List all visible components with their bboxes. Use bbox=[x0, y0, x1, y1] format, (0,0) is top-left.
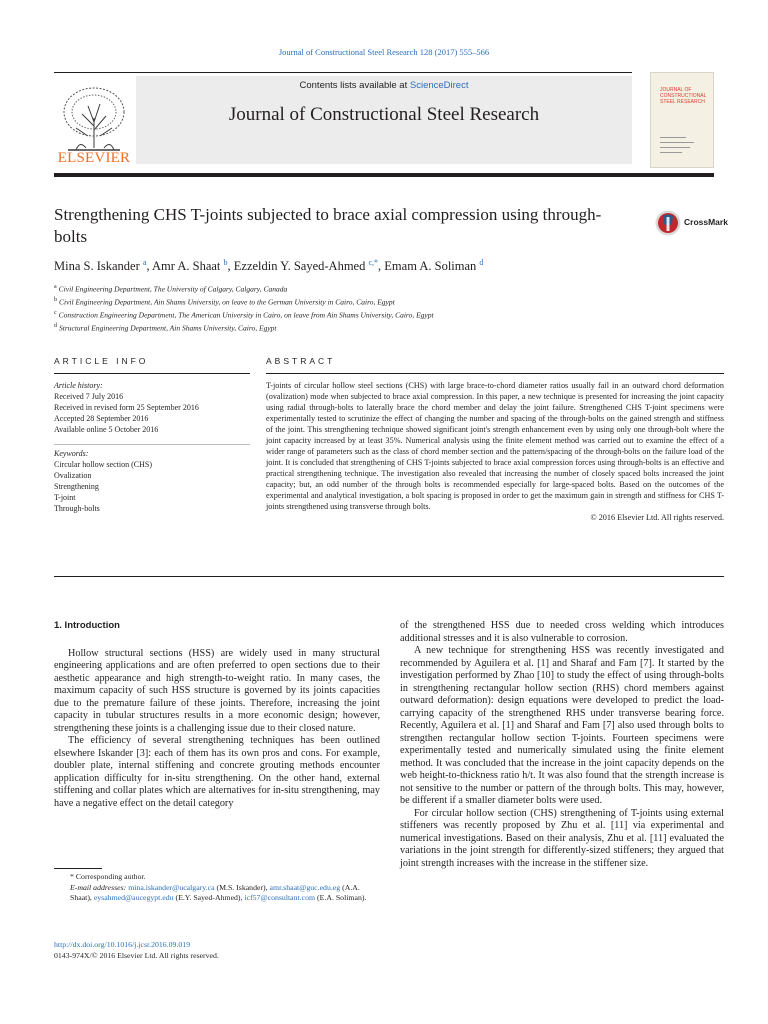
email-addresses bbox=[54, 883, 380, 904]
abstract-body bbox=[266, 380, 724, 523]
history-item: Received 7 July 2016 bbox=[54, 392, 124, 401]
history-item: Accepted 28 September 2016 bbox=[54, 414, 149, 423]
sciencedirect-link[interactable]: ScienceDirect bbox=[409, 80, 469, 91]
journal-title: Journal of Constructional Steel Research bbox=[228, 104, 540, 125]
affiliation-list bbox=[54, 282, 714, 334]
doi-link[interactable]: http://dx.doi.org/10.1016/j.jcsr.2016.09.019 bbox=[54, 940, 191, 949]
author-name[interactable]: Ezzeldin Y. Sayed-Ahmed bbox=[233, 259, 369, 274]
keyword-item: Through-bolts bbox=[54, 504, 100, 513]
author-name[interactable]: Amr A. Shaat bbox=[152, 259, 224, 274]
body-paragraph: of the strengthened HSS due to needed cross welding which introduces additional stresses and it is also vulnerable to corrosion. bbox=[400, 620, 724, 644]
author-name[interactable]: Emam A. Soliman bbox=[384, 259, 480, 274]
author-affiliation-marker[interactable]: a bbox=[142, 258, 147, 267]
abstract-paragraph: T-joints of circular hollow steel sections (CHS) with large brace-to-chord diameter ratios usually fail in an outward chord deformation (ovalization) mode when subjected to brace axial compression. In this paper, a new technique is presented for increasing the joint capacity using radial through-bolts to laterally brace the chord member and delay the joint failure. Strengthened CHS T-joint specimens were experimentally tested to scrutinize the effect of changing the number and spacing of the through-bolts on the gained strength and stiffness of the joint. This strengthening technique showed significant joint's strength enhancement even by using only one through-bolt where the joint capacity increased by at least 35%. Numerical analysis using the finite element method was carried out to examine the effect of a wider range of parameters such as the class of chord member section and the pattern/spacing of the through-bolts on the failure load of the joint. It is concluded that strengthening of CHS T-joints subjected to brace axial compression forces using through-bolts is an effective and practical strengthening technique. The investigation also revealed that increasing the number of closely spaced bolts increased the joint capacity; but, an odd number of the through bolts is recommended especially for large-spaced bolts. Based on the outcomes of the experimental and analytical investigation, a bolt spacing is proposed in order to get the maximum gain in strength and stiffness for CHS T-joints strengthened using transverse through bolts. bbox=[266, 381, 724, 511]
author-affiliation-marker[interactable]: b bbox=[223, 258, 228, 267]
email-owner: (M.S. Iskander), bbox=[214, 882, 270, 892]
elsevier-wordmark: ELSEVIER bbox=[57, 150, 131, 166]
affiliation-item bbox=[54, 321, 714, 334]
keyword-item: Circular hollow section (CHS) bbox=[54, 460, 152, 469]
author-separator: , bbox=[227, 259, 234, 274]
affiliation-item bbox=[54, 282, 714, 295]
issn-copyright: 0143-974X/© 2016 Elsevier Ltd. All rights reserved. bbox=[54, 950, 219, 960]
email-owner: (A.A. Shaat), bbox=[70, 882, 360, 902]
affiliation-text: Structural Engineering Department, Ain Shams University, Cairo, Egypt bbox=[59, 323, 277, 333]
keyword-item: Ovalization bbox=[54, 471, 92, 480]
body-left-column bbox=[54, 620, 380, 810]
contents-available-line bbox=[136, 80, 632, 91]
history-item: Received in revised form 25 September 2016 bbox=[54, 403, 199, 412]
affiliation-marker: b bbox=[54, 297, 57, 303]
body-paragraph: The efficiency of several strengthening techniques has been outlined elsewhere Iskander [3]: each of them has its own pros and cons. For example, doubler plate, internal stiffening and concrete grouting methods encounter application difficulty for in-situ strengthening. On the other hand, external stiffening and collar plates which are alternatives for in-situ strengthening, may have a negative effect on the detail category bbox=[54, 735, 380, 809]
footnotes bbox=[54, 872, 380, 904]
abstract-heading: ABSTRACT bbox=[266, 356, 336, 366]
abstract-rule bbox=[266, 373, 724, 374]
keyword-item: T-joint bbox=[54, 493, 76, 502]
body-paragraph: For circular hollow section (CHS) strengthening of T-joints using external stiffeners was recently proposed by Zhu et al. [11] via experimental and numerical investigations. Based on their analysis, Zhu et al. [11] evaluated the variations in the joint strength for differently-sized stiffeners; they argued that joint strength increases with the increase in the stiffener size. bbox=[400, 807, 724, 869]
email-link[interactable]: eysahmed@aucegypt.edu bbox=[93, 893, 174, 902]
info-divider bbox=[54, 444, 250, 445]
journal-reference-link[interactable]: Journal of Constructional Steel Research 128 (2017) 555–566 bbox=[278, 47, 490, 57]
email-link[interactable]: mina.iskander@ucalgary.ca bbox=[128, 882, 215, 892]
section-heading-introduction: 1. Introduction bbox=[54, 620, 120, 631]
affiliation-text: Construction Engineering Department, The American University in Cairo, on leave from Ain Shams University, Cairo, Egypt bbox=[58, 310, 434, 320]
cover-text-line bbox=[660, 147, 690, 148]
affiliation-marker: d bbox=[54, 323, 57, 329]
journal-cover-thumbnail[interactable] bbox=[650, 72, 714, 168]
keywords-label: Keywords: bbox=[54, 449, 89, 458]
body-paragraph: A new technique for strengthening HSS was recently investigated and recommended by Aguilera et al. [1] and Sharaf and Fam [7]. It started by the investigation performed by Zhao [10] to study the effect of using through-bolts in strengthening rectangular hollow section (RHS) chord members against outward deformation): design equations were developed to predict the load-carrying capacity of the strengthened RHS under transverse bearing force. Recently, Aguilera et al. [1] and Sharaf and Fam [7] also used through bolts to strengthen rectangular hollow section T-joints. Fourteen specimens were experimentally tested and numerically simulated using the finite element method. It was concluded that the increase in the joint capacity depends on the web height-to-thickness ratio h/t. It was also found that the strength increase is not sensitive to the number or pattern of the through bolts. This may, however, be different if a smaller diameter bolts were used. bbox=[400, 645, 724, 806]
affiliation-marker: a bbox=[54, 284, 57, 290]
affiliation-text: Civil Engineering Department, The University of Calgary, Calgary, Canada bbox=[58, 284, 288, 294]
author-affiliation-marker[interactable]: c,* bbox=[368, 258, 379, 267]
author-separator: , bbox=[378, 259, 385, 274]
header-bottom-rule bbox=[54, 173, 714, 177]
history-item: Available online 5 October 2016 bbox=[54, 425, 159, 434]
email-owner: (E.A. Soliman). bbox=[315, 893, 367, 902]
footnote-rule bbox=[54, 868, 102, 869]
affiliation-marker: c bbox=[54, 310, 57, 316]
abstract-end-rule bbox=[54, 576, 724, 577]
cover-text-line bbox=[660, 142, 694, 143]
cover-title: JOURNAL OF CONSTRUCTIONAL STEEL RESEARCH bbox=[660, 87, 707, 105]
email-link[interactable]: amr.shaat@guc.edu.eg bbox=[269, 882, 341, 892]
body-right-column bbox=[400, 620, 724, 870]
author-list bbox=[54, 258, 714, 274]
email-link[interactable]: icf57@consultant.com bbox=[244, 893, 316, 902]
affiliation-text: Civil Engineering Department, Ain Shams University, on leave to the German University in Cairo, Cairo, Egypt bbox=[59, 297, 395, 307]
abstract-copyright: © 2016 Elsevier Ltd. All rights reserved. bbox=[590, 513, 724, 522]
doi-block bbox=[54, 940, 454, 961]
contents-prefix: Contents lists available at bbox=[299, 80, 410, 91]
crossmark-icon[interactable] bbox=[655, 210, 681, 236]
cover-text-line bbox=[660, 152, 682, 153]
crossmark-label[interactable]: CrossMark bbox=[684, 217, 728, 227]
affiliation-item bbox=[54, 295, 714, 308]
article-info-rule bbox=[54, 373, 250, 374]
article-title: Strengthening CHS T-joints subjected to brace axial compression using through-bolts bbox=[54, 205, 602, 246]
keywords-block bbox=[54, 448, 250, 514]
author-name[interactable]: Mina S. Iskander bbox=[54, 259, 143, 274]
author-affiliation-marker[interactable]: d bbox=[479, 258, 484, 267]
article-history bbox=[54, 380, 250, 435]
corresponding-author-note: * Corresponding author. bbox=[70, 872, 146, 881]
email-owner: (E.Y. Sayed-Ahmed), bbox=[173, 893, 245, 902]
history-label: Article history: bbox=[54, 381, 103, 390]
affiliation-item bbox=[54, 308, 714, 321]
email-label: E-mail addresses: bbox=[70, 882, 129, 892]
keyword-item: Strengthening bbox=[54, 482, 99, 491]
cover-text-line bbox=[660, 137, 686, 138]
article-info-heading: ARTICLE INFO bbox=[54, 356, 149, 366]
body-paragraph: Hollow structural sections (HSS) are widely used in many structural engineering applications and are often preferred to open sections due to their aesthetic appearance and high strength-to-weight ratio. In many cases, the maximum capacity of such HSS structure is governed by its joints capacities due to the premature failure of these joints. Therefore, increasing the joint capacity in tubular structures results in a more economic design; however, strengthening these joints is a challenging issue due to their closed nature. bbox=[54, 647, 380, 734]
header-top-rule bbox=[54, 72, 632, 73]
author-separator: , bbox=[146, 259, 152, 274]
